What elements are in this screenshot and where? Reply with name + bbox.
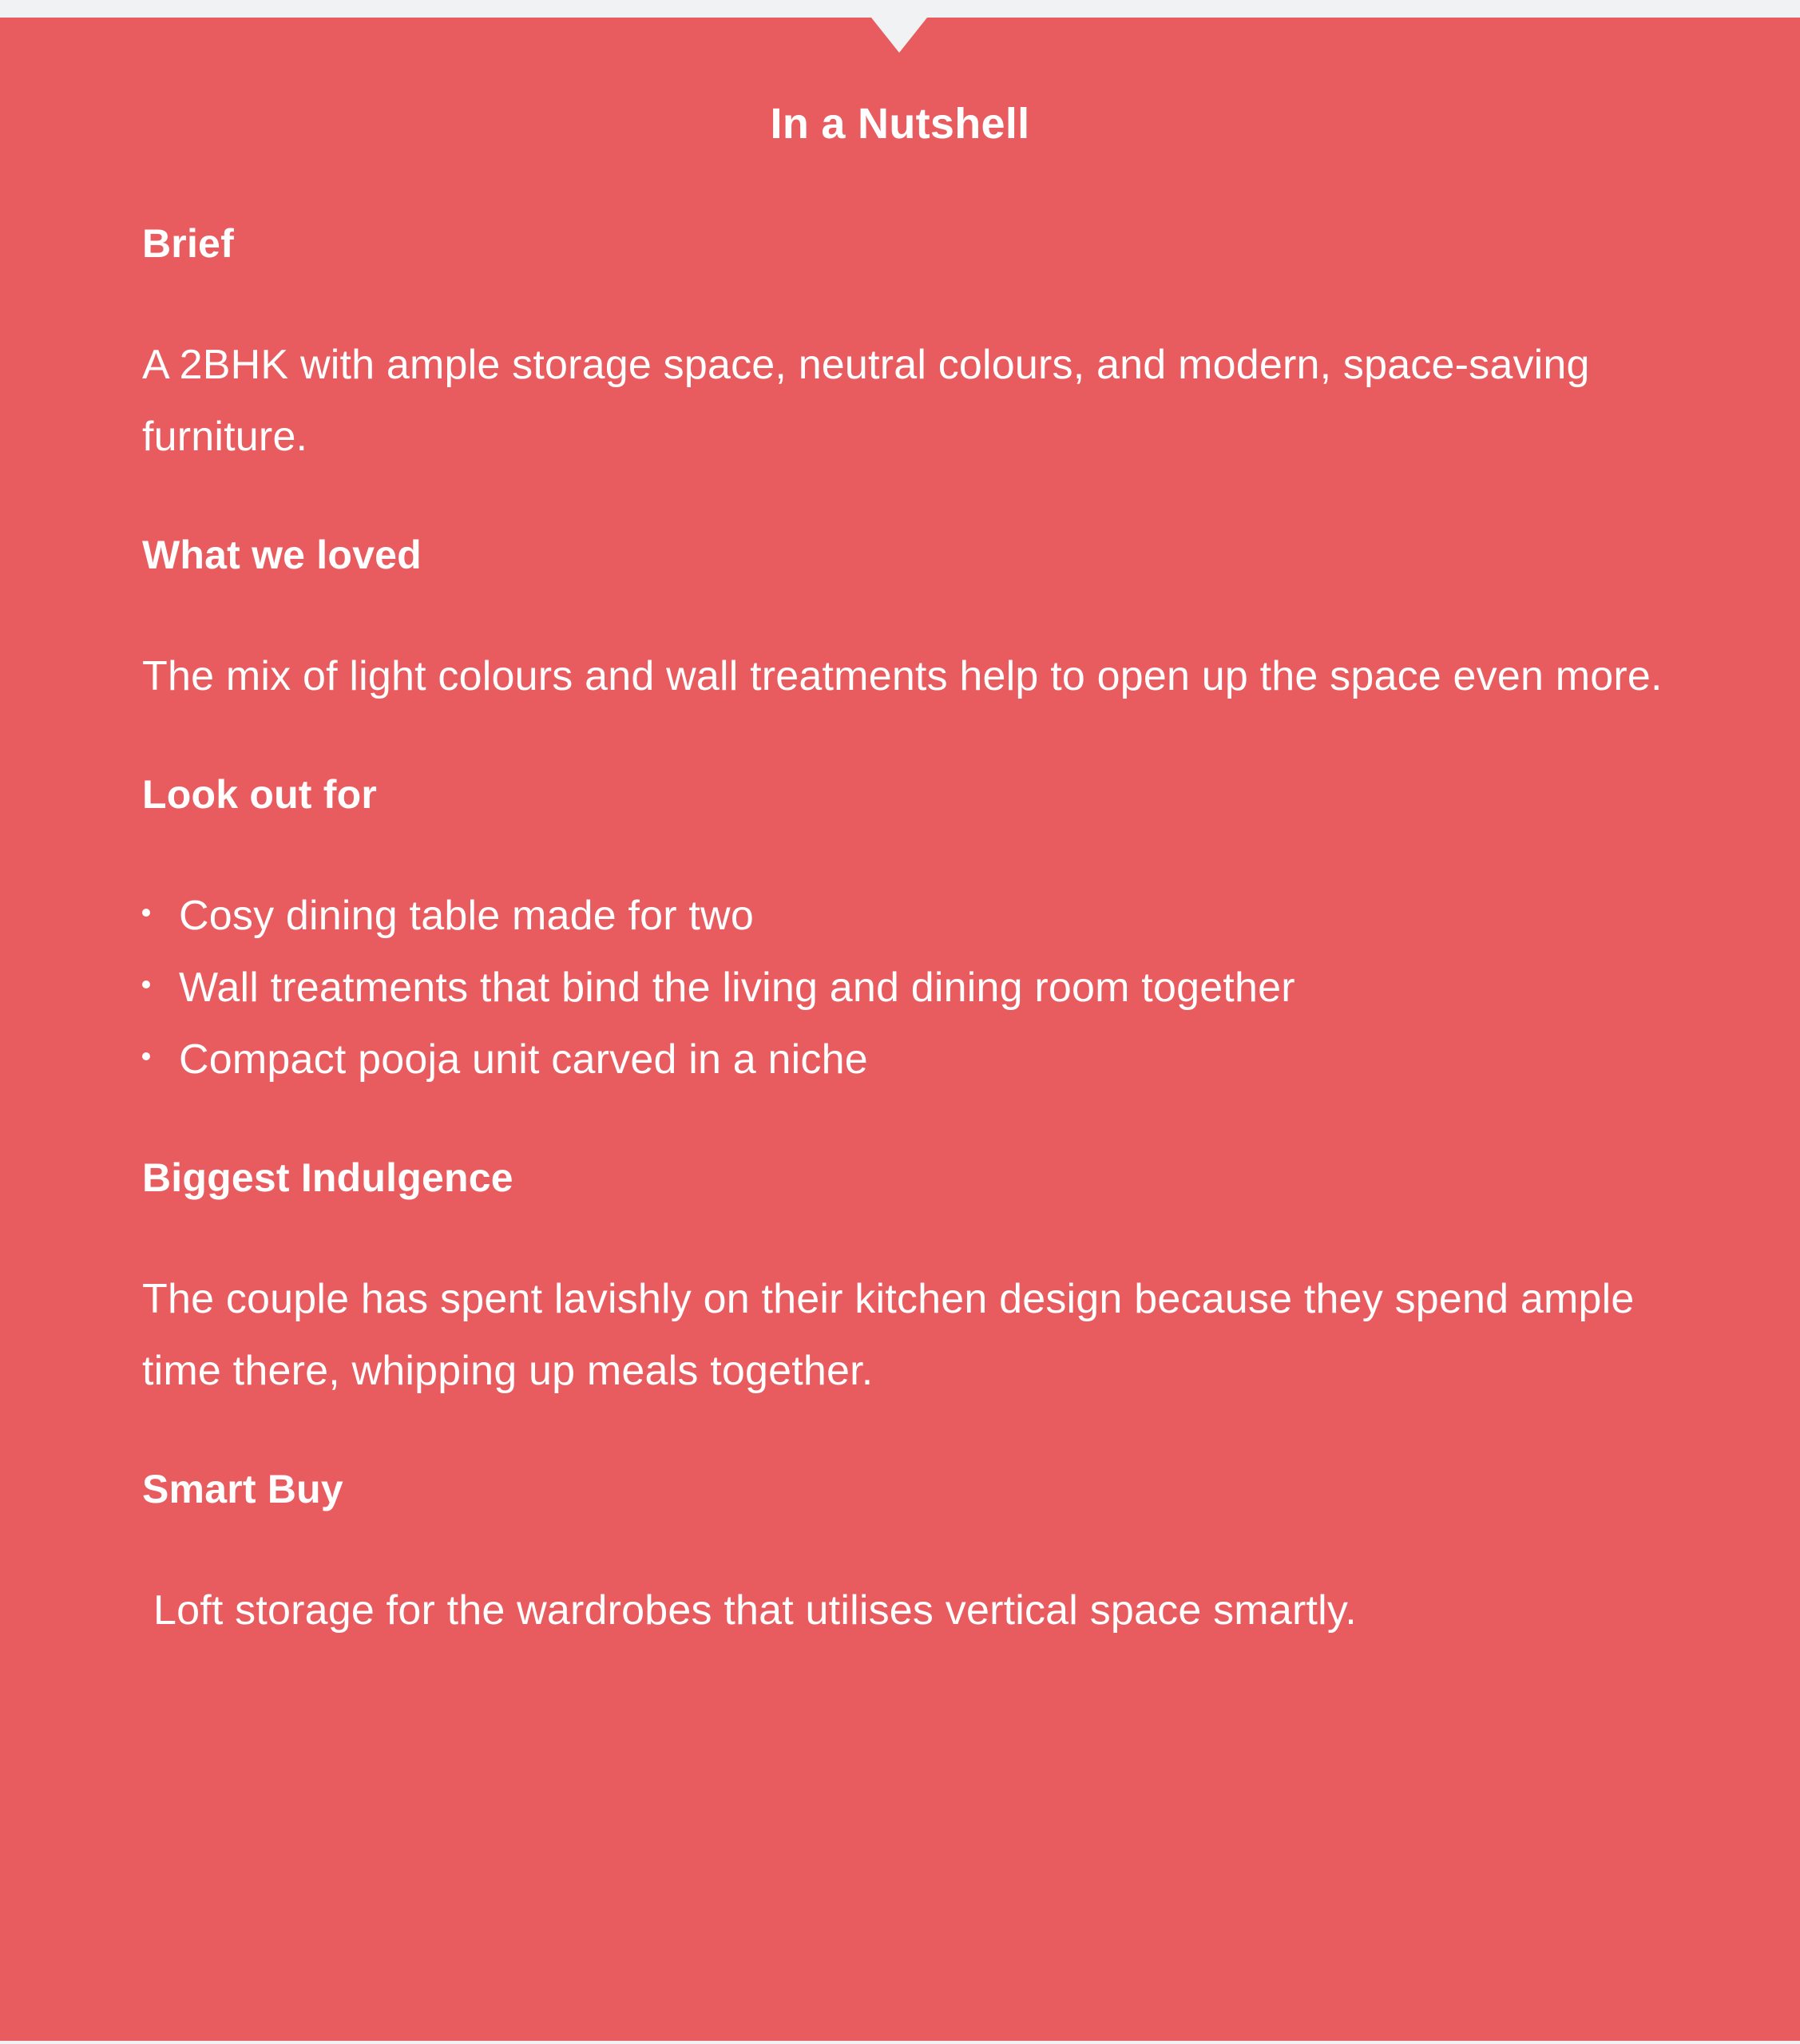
list-item-text: Cosy dining table made for two bbox=[179, 893, 754, 939]
brief-section bbox=[142, 196, 1675, 507]
list-item-text: Compact pooja unit carved in a niche bbox=[179, 1036, 868, 1083]
biggest-indulgence-text: The couple has spent lavishly on their kitchen design because they spend ample time there, whipping up meals together. bbox=[142, 1276, 1635, 1394]
nutshell-content bbox=[142, 196, 1675, 1681]
top-strip bbox=[0, 0, 1800, 18]
brief-text: A 2BHK with ample storage space, neutral colours, and modern, space-saving furniture. bbox=[142, 342, 1590, 460]
what-we-loved-section bbox=[142, 507, 1675, 747]
brief-text-wrap bbox=[142, 291, 1675, 507]
bullet-dot-icon bbox=[142, 909, 150, 917]
what-we-loved-heading: What we loved bbox=[142, 533, 422, 577]
what-we-loved-text: The mix of light colours and wall treatments help to open up the space even more. bbox=[142, 653, 1663, 699]
smart-buy-section bbox=[142, 1441, 1675, 1681]
smart-buy-text: Loft storage for the wardrobes that utilises vertical space smartly. bbox=[153, 1587, 1357, 1634]
biggest-indulgence-text-wrap bbox=[142, 1226, 1675, 1441]
bullet-dot-icon bbox=[142, 980, 150, 988]
what-we-loved-text-wrap bbox=[142, 603, 1675, 747]
panel-notch-caret bbox=[871, 18, 927, 53]
list-item-text: Wall treatments that bind the living and dining room together bbox=[179, 965, 1295, 1011]
look-out-for-list bbox=[142, 842, 1675, 1130]
panel-title: In a Nutshell bbox=[770, 100, 1030, 148]
look-out-for-heading: Look out for bbox=[142, 772, 378, 817]
list-item bbox=[142, 1024, 1675, 1095]
list-item bbox=[142, 880, 1675, 952]
biggest-indulgence-heading: Biggest Indulgence bbox=[142, 1155, 513, 1200]
nutshell-panel bbox=[0, 18, 1800, 2041]
smart-buy-text-wrap bbox=[142, 1537, 1675, 1681]
list-item bbox=[142, 952, 1675, 1024]
look-out-for-section bbox=[142, 747, 1675, 1130]
smart-buy-heading: Smart Buy bbox=[142, 1467, 343, 1511]
brief-heading: Brief bbox=[142, 221, 234, 266]
biggest-indulgence-section bbox=[142, 1130, 1675, 1441]
bullet-dot-icon bbox=[142, 1052, 150, 1060]
